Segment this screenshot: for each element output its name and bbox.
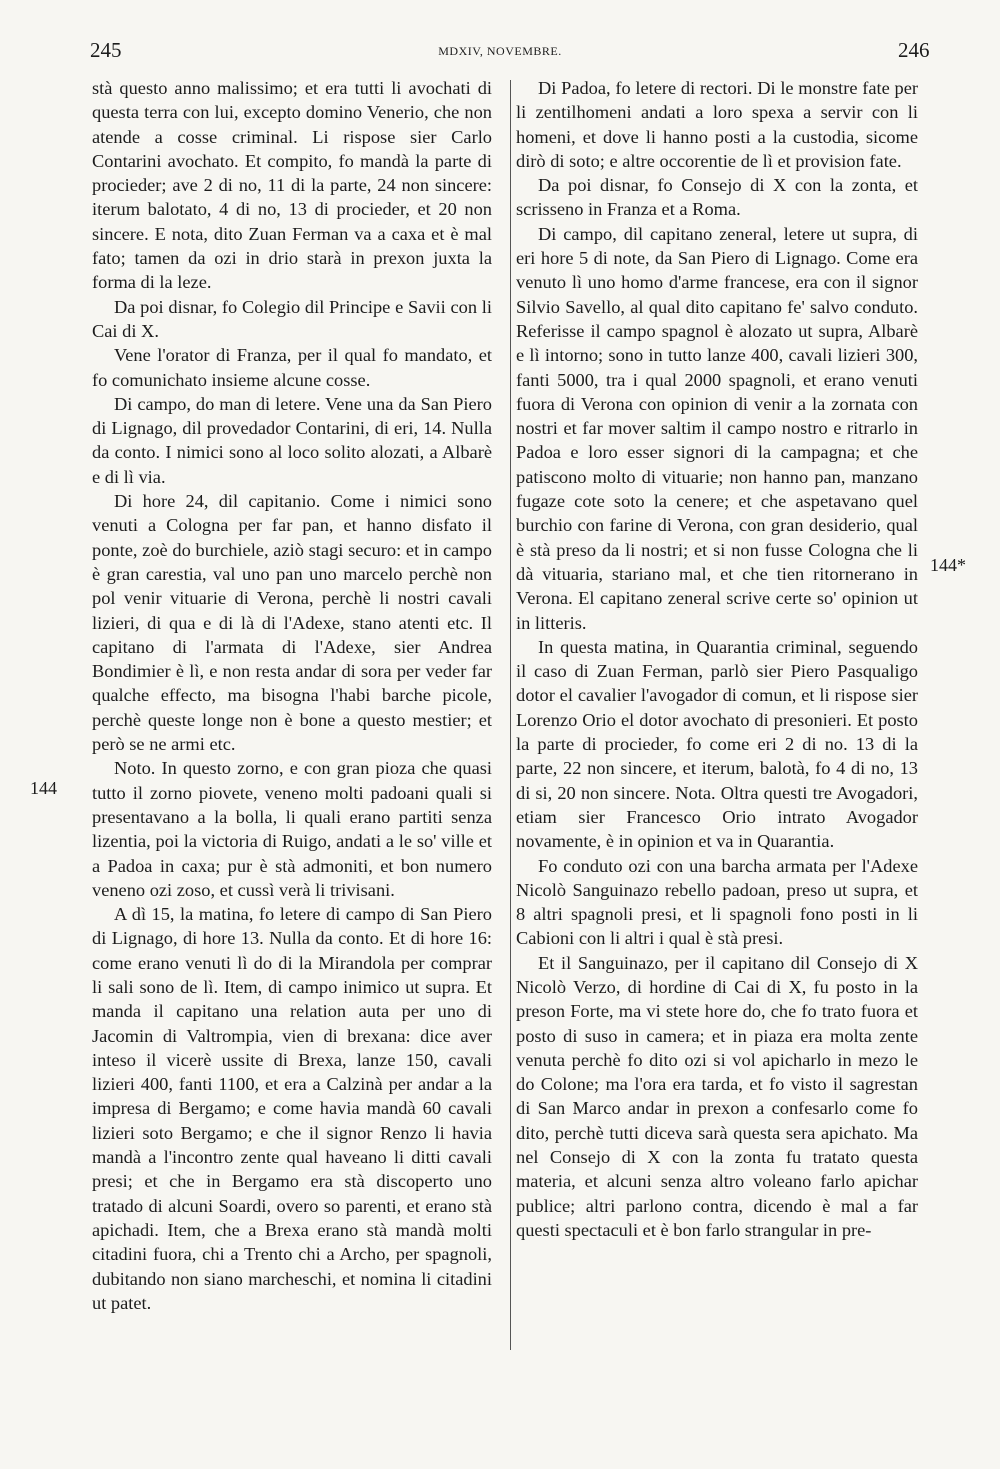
paragraph: Di hore 24, dil capitanio. Come i nimici sono venuti a Cologna per far pan, et hanno disfato il ponte, zoè do burchiele, aziò stagi securo: et in campo è gran carestia, val uno pan uno marcelo perchè non pol venir vituarie di Verona, perchè li nostri cavali lizieri, di qua e di là di l'Adexe, stano atenti etc. Il capitano di l'armata di l'Adexe, sier Andrea Bondimier è lì, e non resta andar di sora per veder far qualche effecto, ma bisogna l'habi barche picole, perchè queste longe non è bone a questo mestier; et però se ne armi etc. (92, 491, 492, 755)
paragraph: Di campo, do man di letere. Vene una da San Piero di Lignago, dil provedador Contarini, di eri, 14. Nulla da conto. I nimici sono al loco solito alozati, a Albarè e di lì via. (92, 393, 492, 487)
margin-note-right: 144* (930, 555, 966, 575)
paragraph: A dì 15, la matina, fo letere di campo di San Piero di Lignago, di hore 13. Nulla da conto. Et di hore 16: come erano venuti lì do di la Mirandola per comprar li sali sono de lì. Item, di campo inimico ut supra. Et manda il capitano una relation auta per uno di Jacomin di Valtrompia, vien di brexana: dice aver inteso il vicerè ussite di Brexa, lanze 150, cavali lizieri 400, fanti 1100, et era a Calzinà per andar a la impresa di Bergamo; e come havia mandà 60 cavali lizieri soto Bergamo; e che il signor Renzo li havia mandà a l'incontro zente qual haveano li ditti cavali presi; et che in Bergamo era stà discoperto uno tratado di alcuni Soardi, overo so parenti, et erano stà apichadi. Item, che a Brexa erano stà mandà molti citadini fuora, chi a Trento chi a Archo, per spagnoli, dubitando non siano marcheschi, et nomina li citadini ut patet. (92, 904, 492, 1313)
paragraph: Di Padoa, fo letere di rectori. Di le monstre fate per li zentilhomeni andati a loro spexa a servir con li homeni, et dove li hanno posti a la custodia, sicome dirò di soto; e altre occorentie de lì et provision fate. (516, 78, 918, 171)
paragraph: Noto. In questo zorno, e con gran pioza che quasi tutto il zorno piovete, veneno molti padoani quali si presentavano a la bolla, li quali erano partiti senza lizentia, poi la victoria di Ruigo, andati a le so' ville et a Padoa in caxa; pur è stà admoniti, et bon numero veneno ozi zoso, et cussì verà li trivisani. (92, 758, 492, 900)
paragraph: Da poi disnar, fo Colegio dil Principe e Savii con li Cai di X. (92, 296, 492, 341)
right-column (516, 76, 918, 1242)
left-column (92, 76, 492, 1315)
paragraph: Vene l'orator di Franza, per il qual fo mandato, et fo comunichato insieme alcune cosse. (92, 345, 492, 390)
running-title: MDXIV, NOVEMBRE. (438, 44, 562, 58)
paragraph: Et il Sanguinazo, per il capitano dil Consejo di X Nicolò Verzo, di hordine di Cai di X, fu posto in la preson Forte, ma vi stete hore do, che fo trato fuora et posto di suso in camera; et in piaza era molta zente venuta perchè fo dito ozi si vol apicharlo in mezo le do Colone; ma l'ora era tarda, et fo visto il sagrestan di San Marco andar in prexon a confesarlo come fo dito, perchè tutti diceva sarà questa sera apichato. Ma nel Consejo di X con la zonta fu tratato questa materia, et alcuni senza altro voleano farlo apichar publice; altri parlono contra, dicendo è mal a far questi spectaculi et è bon farlo strangular in pre- (516, 952, 918, 1240)
paragraph: Di campo, dil capitano zeneral, letere ut supra, di eri hore 5 di note, da San Piero di Lignago. Come era venuto lì uno homo d'arme francese, era con il signor Silvio Savello, al qual dito capitano fe' salvo conduto. Referisse il campo spagnol è alozato ut supra, Albarè e lì intorno; sono in tutto lanze 400, cavali lizieri 300, fanti 5000, tra i qual 2000 spagnoli, et erano venuti fuora di Verona con opinion di venir a la zornata con nostri et far mover saltim il campo nostro e ritrarlo in Padoa e loro esser signori di la campagna; et che patiscono molto di vituarie; non hanno pan, manzano fugaze cote soto la cenere; et che aspetavano quel burchio con farine di Verona, con gran desiderio, qual è stà preso da li nostri; et si non fusse Cologna che li dà vituaria, stariano mal, et che tien ritornerano in Verona. El capitano zeneral scrive certe so' opinion ut in litteris. (516, 223, 918, 633)
page-header (0, 38, 1000, 68)
paragraph: stà questo anno malissimo; et era tutti li avochati di questa terra con lui, excepto domino Venerio, che non atende a cosse criminal. Li rispose sier Carlo Contarini avochato. Et compito, fo mandà la parte di procieder; ave 2 di no, 11 di la parte, 24 non sincere: iterum balotato, 4 di no, 13 di procieder, et 20 non sincere. E nota, dito Zuan Ferman va a caxa et è mal fato; tamen da ozi in drio starà in prexon juxta la forma di la leze. (92, 78, 492, 293)
paragraph: In questa matina, in Quarantia criminal, seguendo il caso di Zuan Ferman, parlò sier Piero Pasqualigo dotor el cavalier l'avogador di comun, et li rispose sier Lorenzo Orio el dotor avochato di presonieri. Et posto la parte di procieder, fo come eri 2 di no. 13 di la parte, 22 non sincere, et iterum, balotà, fo 4 di no, 13 di si, 20 non sincere. Nota. Oltra questi tre Avogadori, etiam sier Francesco Orio intrato Avogador novamente, è in opinion et va in Quarantia. (516, 636, 918, 852)
page-number-right: 246 (898, 38, 930, 62)
paragraph: Da poi disnar, fo Consejo di X con la zonta, et scrisseno in Franza et a Roma. (516, 175, 918, 220)
page-number-left: 245 (90, 38, 122, 62)
paragraph: Fo conduto ozi con una barcha armata per l'Adexe Nicolò Sanguinazo rebello padoan, preso ut supra, et 8 altri spagnoli presi, et li spagnoli fono posti in li Cabioni con li altri i qual è stà presi. (516, 855, 918, 949)
margin-note-left: 144 (30, 778, 57, 798)
column-divider (510, 80, 511, 1350)
